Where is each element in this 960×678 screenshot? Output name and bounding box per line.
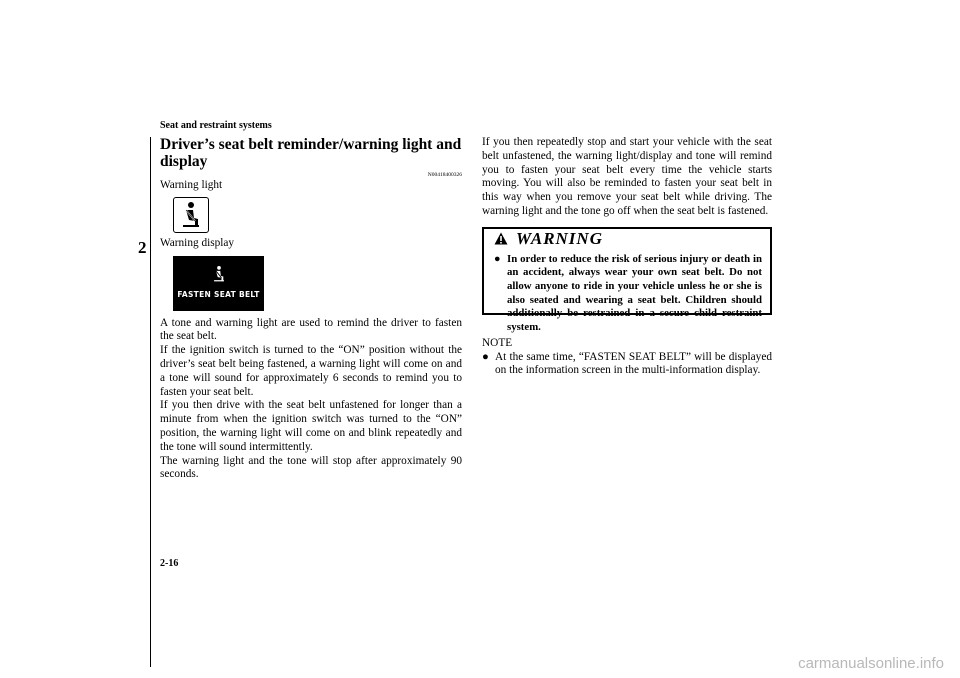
watermark: carmanualsonline.info (798, 655, 944, 672)
seatbelt-warning-light (173, 197, 209, 233)
note-section (482, 337, 772, 378)
warning-text-content: In order to reduce the risk of serious injury or death in an accident, always wear your own seat belt. Do not allow anyone to ride in your vehicle unless he or she is also seated and wearing a seat belt. Children should additionally be restrained in a secure child restraint system. (507, 252, 762, 333)
warning-title: WARNING (516, 228, 603, 248)
note-label: NOTE (482, 336, 513, 349)
paragraph: A tone and warning light are used to remind the driver to fasten the seat belt. (160, 316, 462, 343)
paragraph: If you then drive with the seat belt unfastened for longer than a minute from when the ignition switch was turned to the “ON” position, the warning light will come on and blink repeatedly and the tone will sound intermittently. (160, 399, 462, 453)
warning-triangle-icon (494, 232, 508, 245)
left-column (160, 136, 462, 482)
chapter-tab: 2 (138, 238, 147, 257)
left-body (160, 317, 462, 483)
section-header: Seat and restraint systems (160, 120, 272, 131)
bullet-icon: ● (494, 252, 501, 265)
section-code: N00418400326 (427, 172, 462, 178)
bullet-icon: ● (482, 350, 489, 363)
seatbelt-display-icon (211, 264, 227, 284)
warning-text (494, 253, 762, 335)
note-text: At the same time, “FASTEN SEAT BELT” will be displayed on the information screen in the multi-information display. (495, 350, 772, 377)
warning-display-label: Warning display (160, 236, 235, 249)
paragraph: If you then repeatedly stop and start your vehicle with the seat belt unfastened, the warning light/display and tone will remind you to fasten your seat belt every time the vehicle starts moving. You will also be reminded to fasten your seat belt in this way when you remove your seat belt while driving. The warning light and the tone go off when the seat belt is fastened. (482, 136, 772, 217)
warning-header (494, 228, 603, 248)
note-item (482, 351, 772, 379)
seatbelt-icon (178, 201, 204, 229)
right-column (482, 136, 772, 378)
display-text: FASTEN SEAT BELT (177, 289, 260, 299)
chapter-divider (150, 137, 151, 667)
paragraph: The warning light and the tone will stop after approximately 90 seconds. (160, 454, 462, 481)
warning-light-label: Warning light (160, 179, 223, 191)
paragraph: If the ignition switch is turned to the “ON” position without the driver’s seat belt being fastened, a warning light will come on and a tone will sound for approximately 6 seconds to remind you to fasten your seat belt. (160, 344, 462, 398)
seatbelt-warning-display (173, 256, 264, 311)
page-title: Driver’s seat belt reminder/warning light and display (160, 136, 462, 170)
warning-box (482, 227, 772, 333)
page-number: 2-16 (160, 558, 179, 569)
